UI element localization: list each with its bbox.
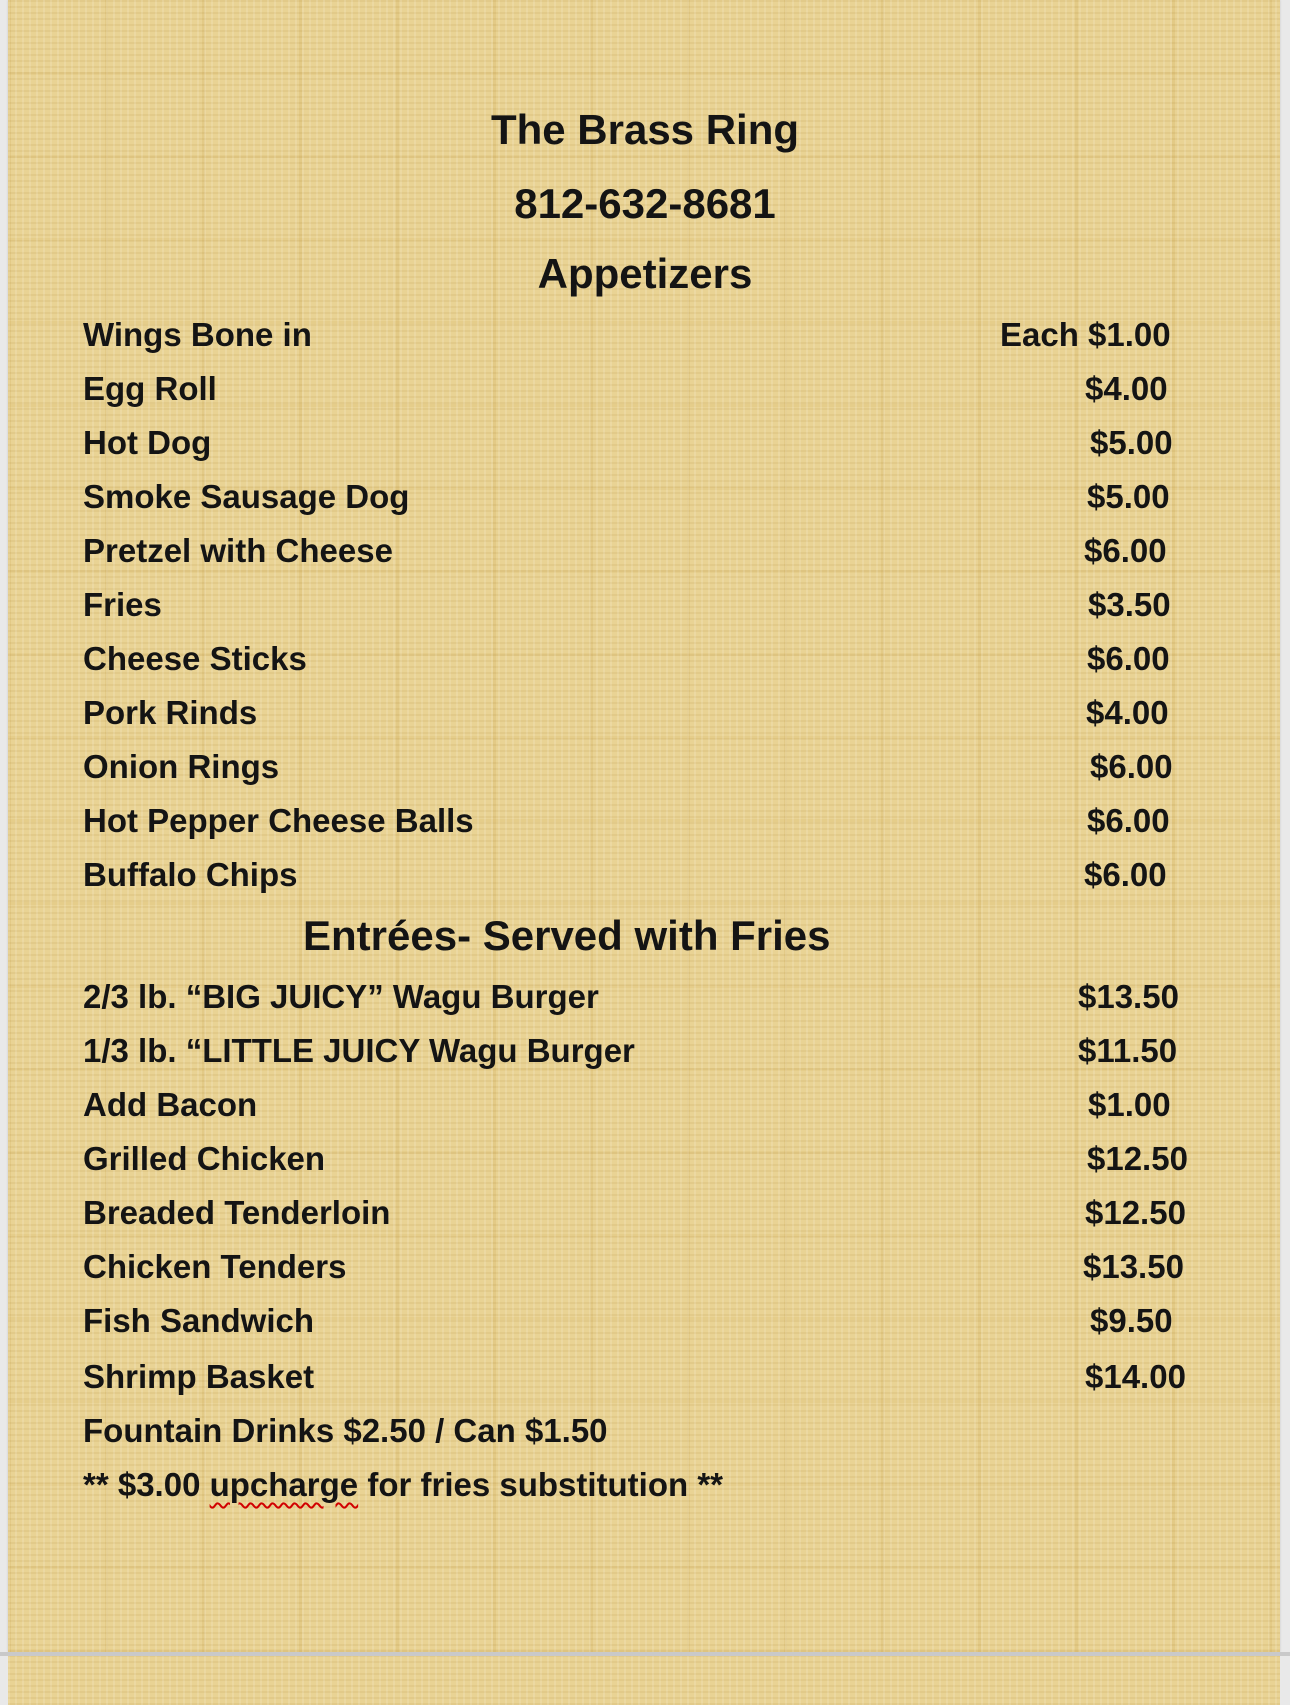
menu-item-name: Hot Pepper Cheese Balls xyxy=(83,802,474,839)
menu-item-name: Hot Dog xyxy=(83,424,212,461)
appetizers-heading: Appetizers xyxy=(537,250,753,297)
menu-item-price: $12.50 xyxy=(1085,1194,1186,1231)
menu-item-price: $11.50 xyxy=(1078,1032,1178,1069)
menu-item-price: $13.50 xyxy=(1078,978,1179,1015)
menu-item-price: $6.00 xyxy=(1087,640,1170,677)
menu-item-name: Wings Bone in xyxy=(83,316,312,353)
menu-item-name: Fries xyxy=(83,586,162,623)
menu-item-name: Buffalo Chips xyxy=(83,856,298,893)
menu-item-name: Onion Rings xyxy=(83,748,280,785)
menu-item-name: Breaded Tenderloin xyxy=(83,1194,391,1231)
menu-item-price: Each $1.00 xyxy=(1000,316,1171,353)
next-page-top xyxy=(8,1656,1280,1705)
menu-item-price: $6.00 xyxy=(1090,748,1173,785)
spellcheck-flagged-word[interactable]: upcharge xyxy=(209,1466,359,1503)
menu-item-price: $14.00 xyxy=(1085,1358,1186,1395)
menu-item-name: Add Bacon xyxy=(83,1086,258,1123)
menu-item-name: Grilled Chicken xyxy=(83,1140,326,1177)
menu-item-name: 2/3 lb. “BIG JUICY” Wagu Burger xyxy=(83,978,599,1015)
substitution-note xyxy=(83,1466,723,1504)
menu-item-price: $6.00 xyxy=(1084,532,1167,569)
menu-item-name: Pork Rinds xyxy=(83,694,258,731)
menu-item-name: Chicken Tenders xyxy=(83,1248,347,1285)
menu-item-price: $5.00 xyxy=(1087,478,1170,515)
menu-item-price: $1.00 xyxy=(1088,1086,1171,1123)
menu-item-name: Cheese Sticks xyxy=(83,640,307,677)
phone-number: 812-632-8681 xyxy=(514,180,776,227)
menu-item-price: $4.00 xyxy=(1085,370,1168,407)
menu-item-price: $6.00 xyxy=(1084,856,1167,893)
drinks-line: Fountain Drinks $2.50 / Can $1.50 xyxy=(83,1412,608,1449)
menu-item-name: Pretzel with Cheese xyxy=(83,532,393,569)
menu-item-name: 1/3 lb. “LITTLE JUICY Wagu Burger xyxy=(83,1032,635,1069)
menu-item-price: $9.50 xyxy=(1090,1302,1173,1339)
restaurant-name: The Brass Ring xyxy=(490,106,800,153)
menu-item-price: $6.00 xyxy=(1087,802,1170,839)
menu-item-name: Egg Roll xyxy=(83,370,217,407)
menu-item-price: $13.50 xyxy=(1083,1248,1184,1285)
menu-item-name: Fish Sandwich xyxy=(83,1302,315,1339)
substitution-note-end: for fries substitution ** xyxy=(358,1466,724,1503)
menu-item-name: Shrimp Basket xyxy=(83,1358,315,1395)
menu-item-price: $5.00 xyxy=(1090,424,1173,461)
substitution-note-start: ** $3.00 xyxy=(83,1466,210,1503)
menu-item-price: $3.50 xyxy=(1088,586,1171,623)
menu-item-name: Smoke Sausage Dog xyxy=(83,478,410,515)
menu-item-price: $4.00 xyxy=(1086,694,1169,731)
entrees-heading: Entrées- Served with Fries xyxy=(303,912,831,959)
menu-item-price: $12.50 xyxy=(1087,1140,1188,1177)
